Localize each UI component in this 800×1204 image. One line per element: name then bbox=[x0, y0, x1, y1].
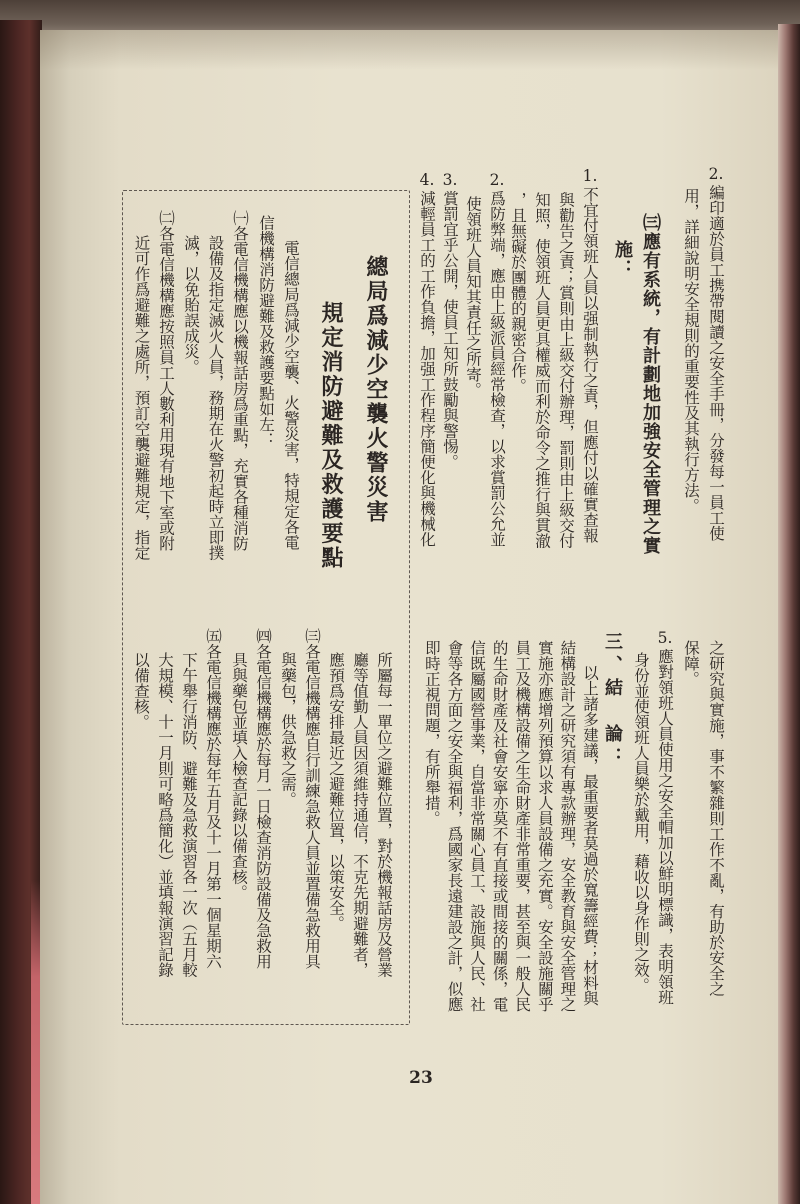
sub-item-5 bbox=[629, 630, 677, 1005]
conclusion-line-2: 結構設計之研究須有專款辦理，安全教育與安全管理之 bbox=[558, 640, 577, 1012]
sub-item-1-line-1 bbox=[578, 168, 602, 549]
item-number: 1. bbox=[582, 168, 598, 184]
item-number: 5. bbox=[657, 630, 673, 646]
conclusion-line-3: 實施亦應增列預算以求人員設備之充實。安全設施關乎 bbox=[535, 640, 554, 1012]
clause-3-line-1: ㈢各電信機構應自行訓練急救人員並置備急救用具 bbox=[303, 628, 321, 969]
section-heading-3-line-2: 施： bbox=[612, 240, 633, 278]
item-2-line-2: 用，詳細說明安全規則的重要性及其執行方法。 bbox=[682, 188, 700, 514]
clause-2-line-3: 所屬每一單位之避難位置，對於機報話房及營業 bbox=[375, 652, 393, 978]
line-text: 爲防弊端，應由上級派員經常檢查，以求賞罰公允並 bbox=[488, 190, 506, 547]
clause-1-line-3: 滅，以免貽誤成災。 bbox=[182, 235, 200, 375]
sub-item-3-line-1 bbox=[438, 172, 462, 470]
sub-item-2-line-2: 使領班人員知其責任之所寄。 bbox=[464, 196, 482, 398]
line-text: 不宜付領班人員以强制執行之責，但應付以確實查報 bbox=[581, 186, 599, 543]
conclusion-line-6: 信既屬國營事業，自當非常關心員工、設施與人民、社 bbox=[468, 640, 487, 1012]
clause-1-line-1: ㈠各電信機構應以機報話房爲重點，充實各種消防 bbox=[231, 210, 249, 551]
clause-2-line-5: 應預爲安排最近之避難位置，以策安全。 bbox=[327, 652, 345, 931]
clause-5-line-4: 以備查核。 bbox=[132, 652, 150, 730]
conclusion-line-7: 會等各方面之安全與福利，爲國家長遠建設之計，似應 bbox=[445, 640, 464, 1012]
notice-intro bbox=[253, 215, 303, 550]
notice-clause-3 bbox=[276, 628, 324, 969]
clause-5-line-1: ㈤各電信機構應於每年五月及十一月第一個星期六 bbox=[204, 628, 222, 969]
line-text: 賞罰宜乎公開，使員工知所鼓勵與警惕。 bbox=[441, 190, 459, 470]
notice-clause-4 bbox=[227, 628, 275, 969]
clause-2-line-1: ㈡各電信機構應按照員工人數利用現有地下室或附 bbox=[157, 210, 175, 551]
clause-4-line-2: 具與藥包並填入檢查記錄以備查核。 bbox=[230, 652, 248, 900]
conclusion-heading bbox=[598, 632, 626, 770]
clause-2-line-4: 廳等值勤人員因須維持通信，不克先期避難者， bbox=[351, 652, 369, 978]
conclusion-heading-text: 三、結 論： bbox=[602, 632, 623, 770]
page-top-shadow bbox=[40, 30, 780, 70]
section-heading-3-line-1: ㈢應有系統，有計劃地加強安全管理之實 bbox=[640, 213, 661, 555]
sub-item-1-line-3: 知照，使領班人員更具權威而利於命令之推行與貫澈 bbox=[533, 192, 551, 549]
item-number: 2. bbox=[708, 166, 724, 182]
clause-5-line-3: 大規模、十一月則可略爲簡化）並填報演習記錄 bbox=[156, 652, 174, 978]
sub-item-3 bbox=[438, 172, 462, 470]
sub-item-2-line-1 bbox=[485, 172, 509, 547]
notice-title-line-1: 總局爲減少空襲火警災害 bbox=[363, 255, 389, 525]
conclusion-line-5: 的生命財產及社會安寧亦莫不有直接或間接的關係，電 bbox=[490, 640, 509, 1012]
sub-item-1-line-2: 與勸告之責；賞則由上級交付辦理，罰則由上級交付 bbox=[557, 192, 575, 549]
conclusion-line-1: 以上諸多建議，最重要者莫過於寬籌經費；材料與 bbox=[581, 665, 599, 1006]
book-edge-right bbox=[778, 24, 800, 1204]
sub-item-4 bbox=[415, 172, 439, 547]
notice-title-line-2: 規定消防避難及救護要點 bbox=[318, 301, 344, 571]
line-text: 減輕員工的工作負擔，加强工作程序簡便化與機械化 bbox=[418, 190, 436, 547]
clause-1-line-2: 設備及指定滅火人員，務期在火警初起時立即撲 bbox=[206, 235, 225, 561]
item-number: 2. bbox=[489, 172, 505, 188]
background-top-shade bbox=[0, 0, 800, 34]
clause-3-line-2: 與藥包，供急救之需。 bbox=[279, 652, 297, 807]
sub-item-2 bbox=[461, 172, 509, 547]
conclusion-paragraph bbox=[420, 640, 601, 1012]
conclusion-line-8: 即時正視問題，有所舉措。 bbox=[422, 640, 441, 826]
sub-item-4-line-2: 之研究與實施，事不繁雜則工作不亂，有助於安全之 bbox=[707, 640, 725, 997]
notice-clause-2-part-2 bbox=[324, 652, 396, 978]
notice-clause-2-part-1 bbox=[129, 210, 178, 561]
sub-item-4-line-1 bbox=[415, 172, 439, 547]
line-text: 編印適於員工携帶閱讀之安全手冊，分發每一員工使 bbox=[707, 184, 725, 541]
line-text: 應對領班人員使用之安全帽加以鮮明標識，表明領班 bbox=[656, 648, 674, 1005]
sub-item-4-line-3: 保障。 bbox=[682, 640, 700, 687]
section-heading-3 bbox=[608, 213, 664, 555]
page-number: 23 bbox=[409, 1068, 433, 1088]
sub-item-1 bbox=[506, 168, 602, 549]
clause-5-line-2: 下午舉行消防、避難及急救演習各一次（五月較 bbox=[180, 652, 198, 978]
item-2-line-1 bbox=[703, 166, 728, 541]
notice-clause-5 bbox=[129, 628, 225, 978]
clause-2-line-2: 近可作爲避難之處所，預訂空襲避難規定，指定 bbox=[132, 235, 151, 561]
notice-intro-line-1: 電信總局爲減少空襲、火警災害，特規定各電 bbox=[282, 240, 300, 550]
sub-item-5-line-1 bbox=[653, 630, 677, 1005]
item-number: 3. bbox=[442, 172, 458, 188]
notice-clause-1 bbox=[179, 210, 253, 561]
conclusion-line-4: 員工及機構設備之生命財產非常重要，甚至與一般人民 bbox=[513, 640, 532, 1012]
notice-box-title bbox=[308, 255, 398, 571]
item-2-handbook bbox=[678, 166, 728, 541]
item-number: 4. bbox=[419, 172, 435, 188]
notice-intro-line-2: 信機構消防避難及救護要點如左： bbox=[257, 215, 275, 448]
clause-4-line-1: ㈣各電信機構應於每月一日檢查消防設備及急救用 bbox=[254, 628, 272, 969]
sub-item-5-line-2: 身份並使領班人員樂於戴用，藉收以身作則之效。 bbox=[632, 652, 650, 993]
sub-item-4-continued bbox=[678, 640, 728, 997]
sub-item-1-line-4: ，且無礙於團體的親密合作。 bbox=[509, 192, 527, 394]
